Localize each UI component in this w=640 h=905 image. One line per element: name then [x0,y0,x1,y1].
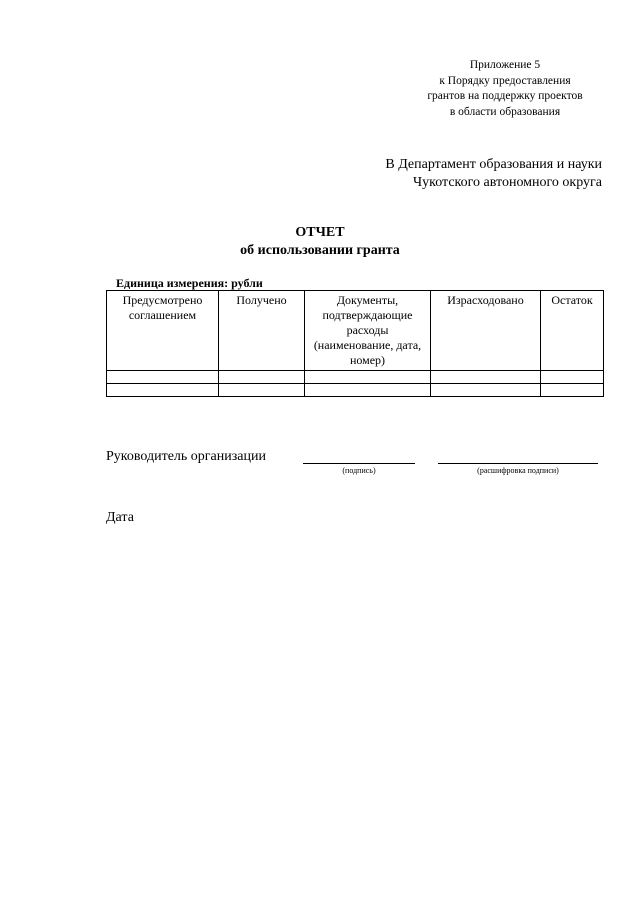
table-header-row [107,291,604,371]
addressee-block [385,156,602,192]
addressee-line: Чукотского автономного округа [413,175,602,190]
unit-label: Единица измерения: рубли [116,276,263,290]
table-cell [107,384,219,397]
table-cell [219,384,305,397]
header-documents: Документы, подтверждающие расходы (наименование, дата, номер) [305,291,431,371]
table-cell [107,371,219,384]
appendix-line: грантов на поддержку проектов [427,90,583,102]
table-row [107,371,604,384]
table-cell [219,371,305,384]
table-cell [541,371,604,384]
appendix-line: в области образования [449,105,561,118]
signature-decode-caption: (расшифровка подписи) [477,466,559,475]
table-cell [541,384,604,397]
document-title [0,224,640,260]
table-cell [305,371,431,384]
table-cell [431,384,541,397]
manager-signature-label: Руководитель организации [106,449,266,464]
appendix-line: Приложение 5 [469,59,541,71]
signature-decode-line [438,463,598,464]
report-table [106,290,604,397]
header-received: Получено [219,291,305,371]
appendix-header [400,58,610,120]
header-planned: Предусмотрено соглашением [107,291,219,371]
signature-caption: (подпись) [342,466,376,475]
date-label: Дата [106,510,134,525]
table-cell [431,371,541,384]
signature-line [303,463,415,464]
appendix-line: к Порядку предоставления [439,74,571,87]
title-sub: об использовании гранта [240,243,400,258]
table-cell [305,384,431,397]
table-row [107,384,604,397]
title-main: ОТЧЕТ [295,225,345,240]
header-remainder: Остаток [541,291,604,371]
addressee-line: В Департамент образования и науки [385,157,602,172]
header-spent: Израсходовано [431,291,541,371]
